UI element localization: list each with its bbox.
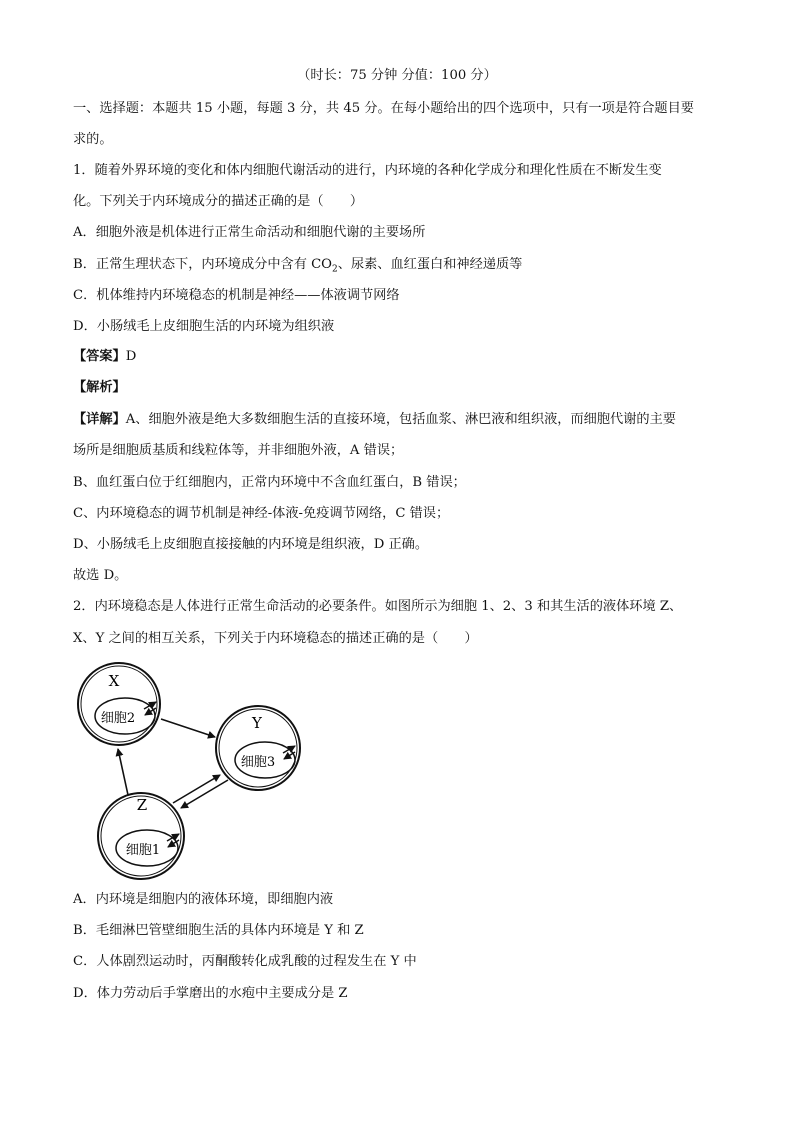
y-fluid-node bbox=[216, 706, 300, 790]
q1-option-c: C．机体维持内环境稳态的机制是神经——体液调节网络 bbox=[73, 288, 400, 303]
y-label: Y bbox=[252, 714, 262, 732]
q1-option-b-post: 、尿素、血红蛋白和神经递质等 bbox=[337, 257, 523, 272]
body-fluid-diagram bbox=[70, 658, 320, 883]
cell2-label: 细胞2 bbox=[100, 711, 136, 726]
q2-stem-line1: 2．内环境稳态是人体进行正常生命活动的必要条件。如图所示为细胞 1、2、3 和其生活的液体环境 Z、 bbox=[73, 599, 683, 614]
q1-stem-line2: 化。下列关于内环境成分的描述正确的是（ ） bbox=[73, 194, 364, 209]
z-label: Z bbox=[136, 796, 148, 814]
analysis-label: 【解析】 bbox=[73, 380, 126, 395]
q2-option-c: C．人体剧烈运动时，丙酮酸转化成乳酸的过程发生在 Y 中 bbox=[73, 954, 417, 969]
section-instruction-line2: 求的。 bbox=[73, 132, 113, 147]
answer-label: 【答案】 bbox=[73, 349, 126, 364]
arrow-z-to-x bbox=[118, 749, 128, 795]
x-label: X bbox=[108, 672, 120, 690]
z-fluid-node bbox=[98, 793, 184, 879]
q1-detail-d: D、小肠绒毛上皮细胞直接接触的内环境是组织液，D 正确。 bbox=[73, 537, 429, 552]
exam-header: （时长：75 分钟 分值：100 分） bbox=[297, 68, 497, 83]
q1-analysis-label bbox=[73, 378, 723, 398]
detail-label: 【详解】 bbox=[73, 412, 126, 427]
x-fluid-node bbox=[78, 663, 160, 745]
q1-option-b-pre: B．正常生理状态下，内环境成分中含有 CO bbox=[73, 257, 332, 272]
section-instruction-line1: 一、选择题：本题共 15 小题，每题 3 分，共 45 分。在每小题给出的四个选项中，只有一项是符合题目要 bbox=[73, 101, 694, 116]
q1-option-a: A．细胞外液是机体进行正常生命活动和细胞代谢的主要场所 bbox=[73, 225, 426, 240]
q2-stem-line2: X、Y 之间的相互关系，下列关于内环境稳态的描述正确的是（ ） bbox=[73, 631, 478, 646]
diagram-svg bbox=[70, 658, 320, 883]
q1-option-b bbox=[73, 255, 723, 280]
q1-answer bbox=[73, 347, 723, 367]
q1-detail-b: B、血红蛋白位于红细胞内，正常内环境中不含血红蛋白，B 错误； bbox=[73, 475, 466, 490]
q1-detail-c: C、内环境稳态的调节机制是神经-体液-免疫调节网络，C 错误； bbox=[73, 506, 450, 521]
answer-value: D bbox=[125, 349, 137, 364]
q2-option-d: D．体力劳动后手掌磨出的水疱中主要成分是 Z bbox=[73, 986, 348, 1001]
cell1-label: 细胞1 bbox=[125, 843, 161, 858]
detail-text-1: A、细胞外液是绝大多数细胞生活的直接环境，包括血浆、淋巴液和组织液，而细胞代谢的主要 bbox=[125, 412, 676, 427]
arrow-x-to-y bbox=[161, 719, 215, 737]
q2-option-b: B．毛细淋巴管壁细胞生活的具体内环境是 Y 和 Z bbox=[73, 923, 364, 938]
q1-detail-line1 bbox=[73, 410, 723, 430]
q2-option-a: A．内环境是细胞内的液体环境，即细胞内液 bbox=[73, 892, 334, 907]
q1-option-b-sub: 2 bbox=[331, 264, 338, 275]
cell3-label: 细胞3 bbox=[240, 755, 276, 770]
q1-stem-line1: 1．随着外界环境的变化和体内细胞代谢活动的进行，内环境的各种化学成分和理化性质在不断发生变 bbox=[73, 163, 662, 178]
q1-option-d: D．小肠绒毛上皮细胞生活的内环境为组织液 bbox=[73, 319, 335, 334]
q1-detail-line2: 场所是细胞质基质和线粒体等，并非细胞外液，A 错误； bbox=[73, 443, 404, 458]
q1-conclusion: 故选 D。 bbox=[73, 568, 128, 583]
